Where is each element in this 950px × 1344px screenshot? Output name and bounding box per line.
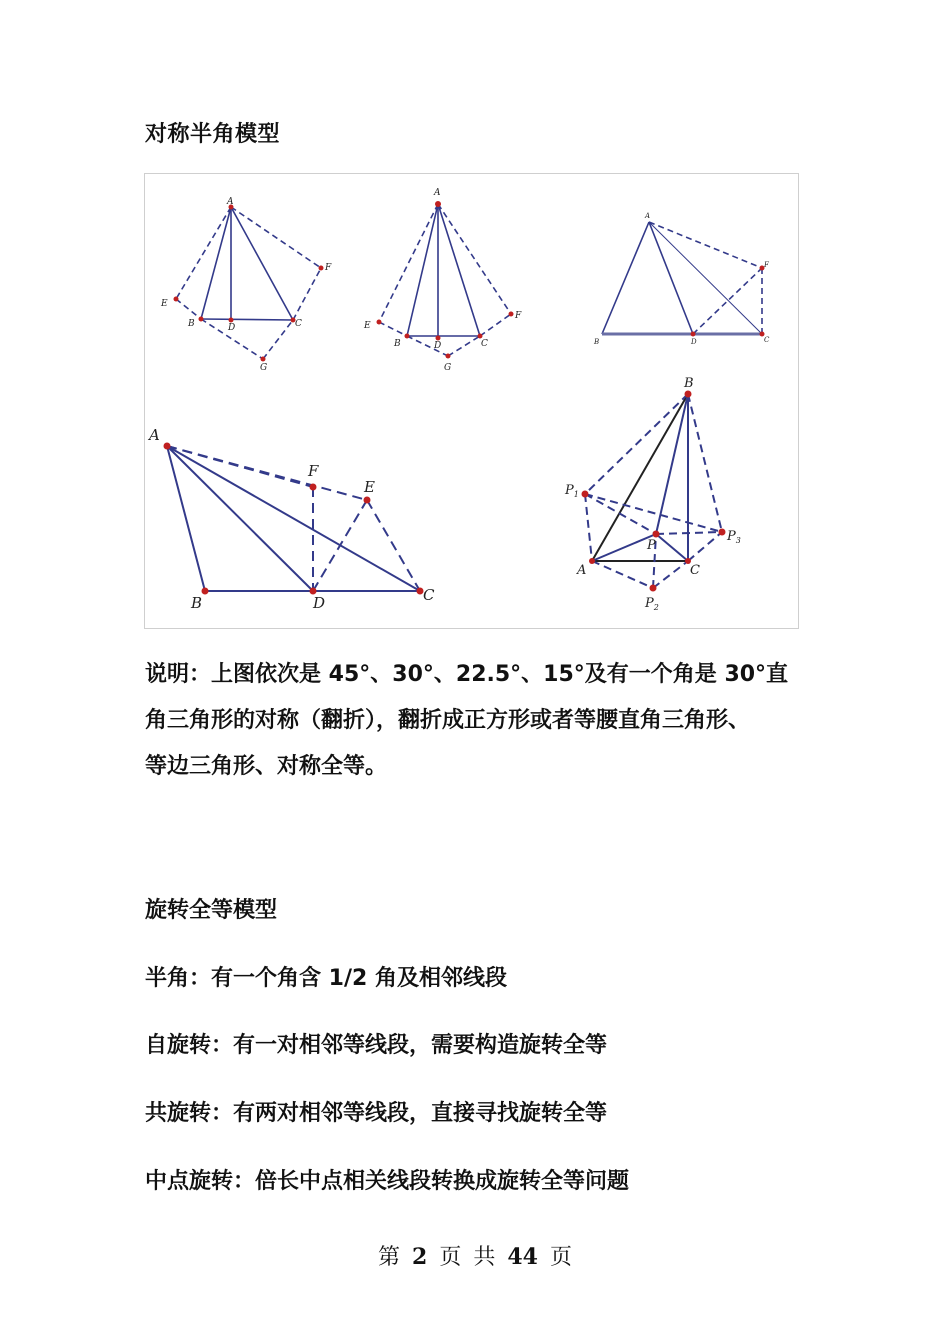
figure-15-degree xyxy=(167,446,420,591)
footer-page-number: 2 xyxy=(412,1244,428,1270)
label-fig2-e: E xyxy=(364,321,371,331)
figure-rotation-p-points xyxy=(585,394,722,588)
label-fig2-a: A xyxy=(434,188,441,198)
label-fig1-g: G xyxy=(260,363,268,373)
label-fig2-b: B xyxy=(394,339,401,349)
label-fig1-e: E xyxy=(161,299,168,309)
label-fig4-d: D xyxy=(313,594,326,612)
figure-22-5-degree xyxy=(602,222,762,334)
figure-30-degree xyxy=(379,204,511,356)
label-fig4-b: B xyxy=(191,594,203,612)
label-fig2-g: G xyxy=(444,363,452,373)
label-fig4-a: A xyxy=(149,426,160,444)
description-line-2: 角三角形的对称（翻折），翻折成正方形或者等腰直角三角形、 xyxy=(145,708,751,733)
label-fig1-d: D xyxy=(228,323,236,333)
label-fig3-f: F xyxy=(764,261,769,269)
label-fig1-b: B xyxy=(188,319,195,329)
description-line-3: 等边三角形、对称全等。 xyxy=(145,754,388,779)
label-fig3-d: D xyxy=(691,338,697,346)
figure-45-degree xyxy=(176,207,321,359)
label-fig4-e: E xyxy=(364,478,375,496)
label-fig5-p: P xyxy=(647,538,656,553)
label-fig5-p2: $P_2$ xyxy=(645,596,659,612)
label-fig4-f: F xyxy=(308,462,319,480)
label-fig2-c: C xyxy=(481,339,488,349)
label-fig4-c: C xyxy=(423,586,435,604)
rotation-item-co-rotation: 共旋转：有两对相邻等线段，直接寻找旋转全等 xyxy=(145,1101,608,1126)
label-fig3-c: C xyxy=(764,336,770,344)
description-paragraph xyxy=(145,652,825,790)
footer-total-pages: 44 xyxy=(507,1244,538,1270)
geometry-figures-panel xyxy=(144,173,799,629)
description-line-1: 说明：上图依次是 45°、30°、22.5°、15°及有一个角是 30°直 xyxy=(145,662,789,687)
rotation-item-midpoint-rotation: 中点旋转：倍长中点相关线段转换成旋转全等问题 xyxy=(145,1169,630,1194)
rotation-item-half-angle: 半角：有一个角含 1/2 角及相邻线段 xyxy=(145,966,507,991)
section-title-symmetric-half-angle: 对称半角模型 xyxy=(145,122,281,147)
footer-word-gong: 共 xyxy=(473,1245,496,1270)
label-fig2-d: D xyxy=(434,341,442,351)
label-fig3-b: B xyxy=(594,338,600,346)
label-fig1-a: A xyxy=(227,197,234,207)
label-fig1-f: F xyxy=(325,263,332,273)
label-fig5-p3: $P_3$ xyxy=(727,529,741,545)
section-title-rotation-congruence: 旋转全等模型 xyxy=(145,898,278,923)
geometry-figures xyxy=(145,174,798,628)
label-fig1-c: C xyxy=(295,319,302,329)
page-footer xyxy=(0,1240,950,1271)
rotation-item-self-rotation: 自旋转：有一对相邻等线段，需要构造旋转全等 xyxy=(145,1033,608,1058)
footer-word-di: 第 xyxy=(378,1245,401,1270)
label-fig5-b: B xyxy=(684,376,694,391)
footer-word-ye-2: 页 xyxy=(549,1245,572,1270)
label-fig5-c: C xyxy=(690,563,700,578)
label-fig5-p1: $P_1$ xyxy=(565,483,579,499)
label-fig3-a: A xyxy=(645,212,651,220)
label-fig2-f: F xyxy=(515,311,522,321)
footer-word-ye: 页 xyxy=(439,1245,462,1270)
label-fig5-a: A xyxy=(577,563,587,578)
